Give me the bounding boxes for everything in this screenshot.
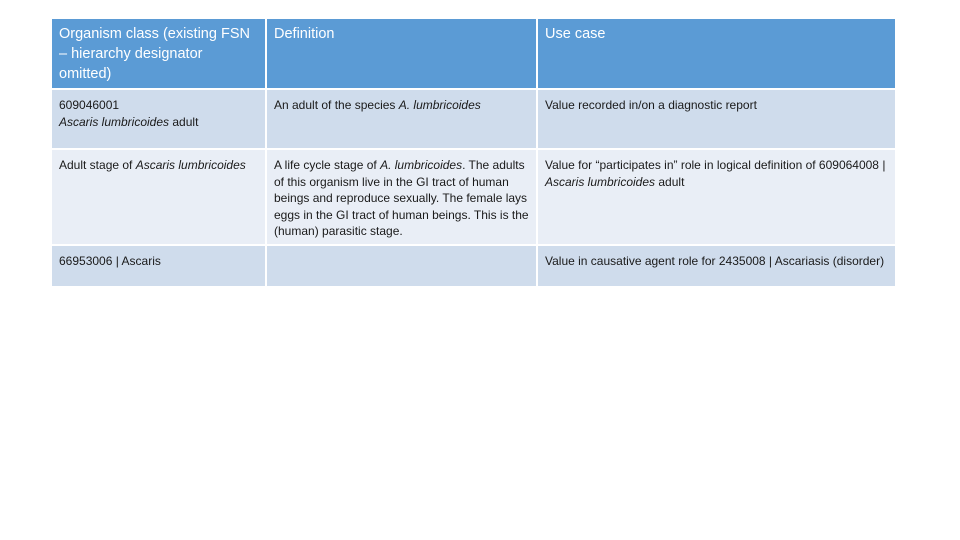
organism-prefix: Adult stage of [59, 158, 136, 172]
definition-cell [266, 149, 537, 245]
organism-cell [51, 89, 266, 149]
use-case-cell [537, 149, 896, 245]
definition-italic: A. lumbricoides [380, 158, 463, 172]
definition-cell [266, 245, 537, 287]
header-definition: Definition [266, 18, 537, 89]
use-case-text: Value in causative agent role for 2435008 | Ascariasis (disorder) [545, 253, 885, 268]
table-row [51, 245, 896, 287]
definition-prefix: A life cycle stage of [274, 158, 381, 172]
use-case-text: Value recorded in/on a diagnostic report [545, 98, 757, 112]
header-row [51, 18, 896, 89]
organism-italic: Ascaris lumbricoides [135, 158, 246, 172]
organism-cell [51, 245, 266, 287]
table-row [51, 89, 896, 149]
organism-text: 66953006 | Ascaris [59, 253, 161, 268]
table-row [51, 149, 896, 245]
organism-name-italic: Ascaris lumbricoides [59, 114, 170, 129]
definition-italic: A. lumbricoides [398, 98, 481, 112]
header-use-case: Use case [537, 18, 896, 89]
use-case-cell [537, 245, 896, 287]
use-case-suffix: adult [655, 174, 685, 189]
organism-cell [51, 149, 266, 245]
header-organism-class: Organism class (existing FSN – hierarchy designator omitted) [51, 18, 266, 89]
use-case-prefix: Value for “participates in” role in logical definition of 609064008 | [545, 158, 886, 172]
organism-code: 609046001 [59, 98, 120, 112]
definition-suffix: . The adults of this organism live in the GI tract of human beings and reproduce sexually. The female lays eggs in the GI tract of human beings. This is the (human) parasitic stage. [274, 158, 529, 238]
definition-cell [266, 89, 537, 149]
use-case-italic: Ascaris lumbricoides [545, 174, 656, 189]
organism-name-suffix: adult [169, 114, 199, 129]
definition-prefix: An adult of the species [274, 98, 399, 112]
use-case-cell [537, 89, 896, 149]
organism-class-table [50, 17, 897, 288]
